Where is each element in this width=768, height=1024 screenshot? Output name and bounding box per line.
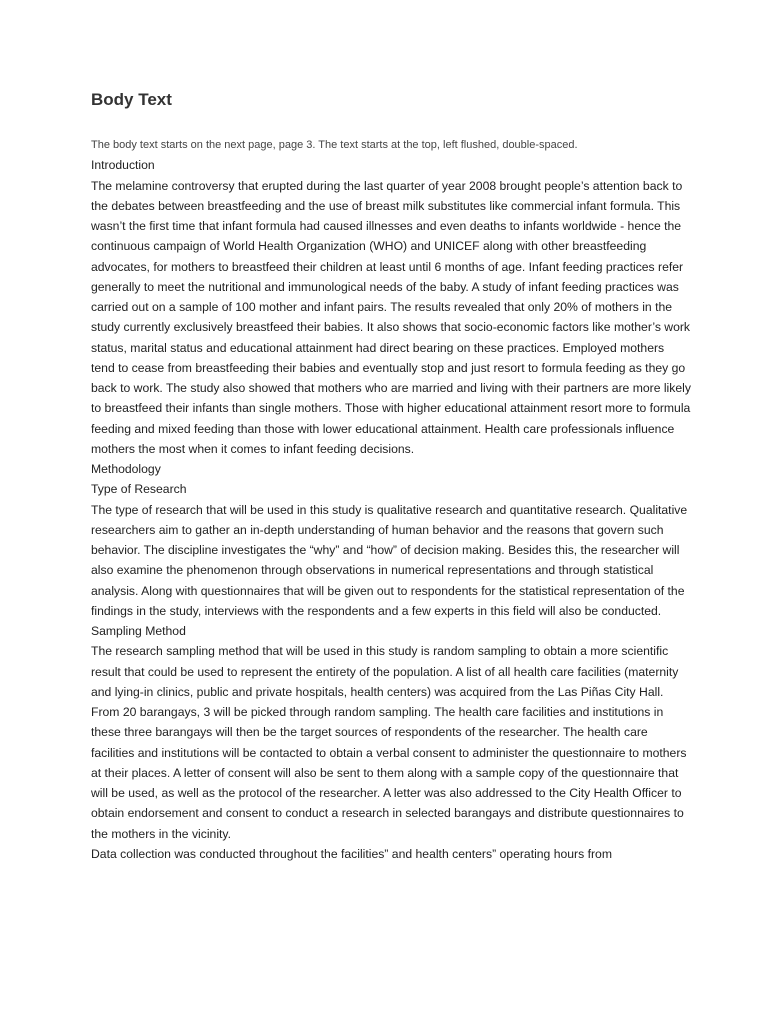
- paragraph-type-of-research: The type of research that will be used in this study is qualitative research and quantitative research. Qualitative researchers aim to gather an in-depth understanding of human behavior and the reasons that govern such behavior. The discipline investigates the “why” and “how” of decision making. Besides this, the researcher will also examine the phenomenon through observations in numerical representations and through statistical analysis. Along with questionnaires that will be given out to respondents for the statistical representation of the findings in the study, interviews with the respondents and a few experts in this field will also be conducted.: [91, 502, 688, 618]
- format-note: The body text starts on the next page, page 3. The text starts at the top, left flushed, double-spaced.: [91, 139, 578, 152]
- subsection-heading-type-of-research: Type of Research: [91, 482, 187, 497]
- paragraph-sampling-method: The research sampling method that will be used in this study is random sampling to obtain a more scientific result that could be used to represent the entirety of the population. A list of all health care facilities (maternity and lying-in clinics, public and private hospitals, health centers) was acquired from the Las Piñas City Hall.: [91, 644, 679, 699]
- body-content: [91, 155, 691, 864]
- section-heading-introduction: Introduction: [91, 158, 155, 173]
- subsection-heading-sampling-method: Sampling Method: [91, 624, 186, 639]
- paragraph-barangays: From 20 barangays, 3 will be picked through random sampling. The health care facilities and institutions in these three barangays will then be the target sources of respondents of the researcher. The health care facilities and institutions will be contacted to obtain a verbal consent to administer the questionnaire to mothers at their places. A letter of consent will also be sent to them along with a sample copy of the questionnaire that will be used, as well as the protocol of the researcher. A letter was also addressed to the City Health Officer to obtain endorsement and consent to conduct a research in selected barangays and distribute questionnaires to the mothers in the vicinity.: [91, 705, 687, 841]
- paragraph-data-collection: Data collection was conducted throughout the facilities” and health centers” operating hours from: [91, 846, 612, 861]
- section-heading-methodology: Methodology: [91, 462, 161, 477]
- document-title: Body Text: [91, 90, 172, 109]
- paragraph-introduction: The melamine controversy that erupted during the last quarter of year 2008 brought people’s attention back to the debates between breastfeeding and the use of breast milk substitutes like commercial infant formula. This wasn’t the first time that infant formula had caused illnesses and even deaths to infants worldwide - hence the continuous campaign of World Health Organization (WHO) and UNICEF along with other breastfeeding advocates, for mothers to breastfeed their children at least until 6 months of age. Infant feeding practices refer generally to meet the nutritional and immunological needs of the baby. A study of infant feeding practices was carried out on a sample of 100 mother and infant pairs. The results revealed that only 20% of mothers in the study currently exclusively breastfeed their babies. It also shows that socio-economic factors like mother’s work status, marital status and educational attainment had direct bearing on these practices. Employed mothers tend to cease from breastfeeding their babies and eventually stop and just resort to formula feeding as they go back to work. The study also showed that mothers who are married and living with their partners are more likely to breastfeed their infants than single mothers. Those with higher educational attainment resort more to formula feeding and mixed feeding than those with lower educational attainment. Health care professionals influence mothers the most when it comes to infant feeding decisions.: [91, 178, 691, 456]
- document-page: [91, 90, 691, 864]
